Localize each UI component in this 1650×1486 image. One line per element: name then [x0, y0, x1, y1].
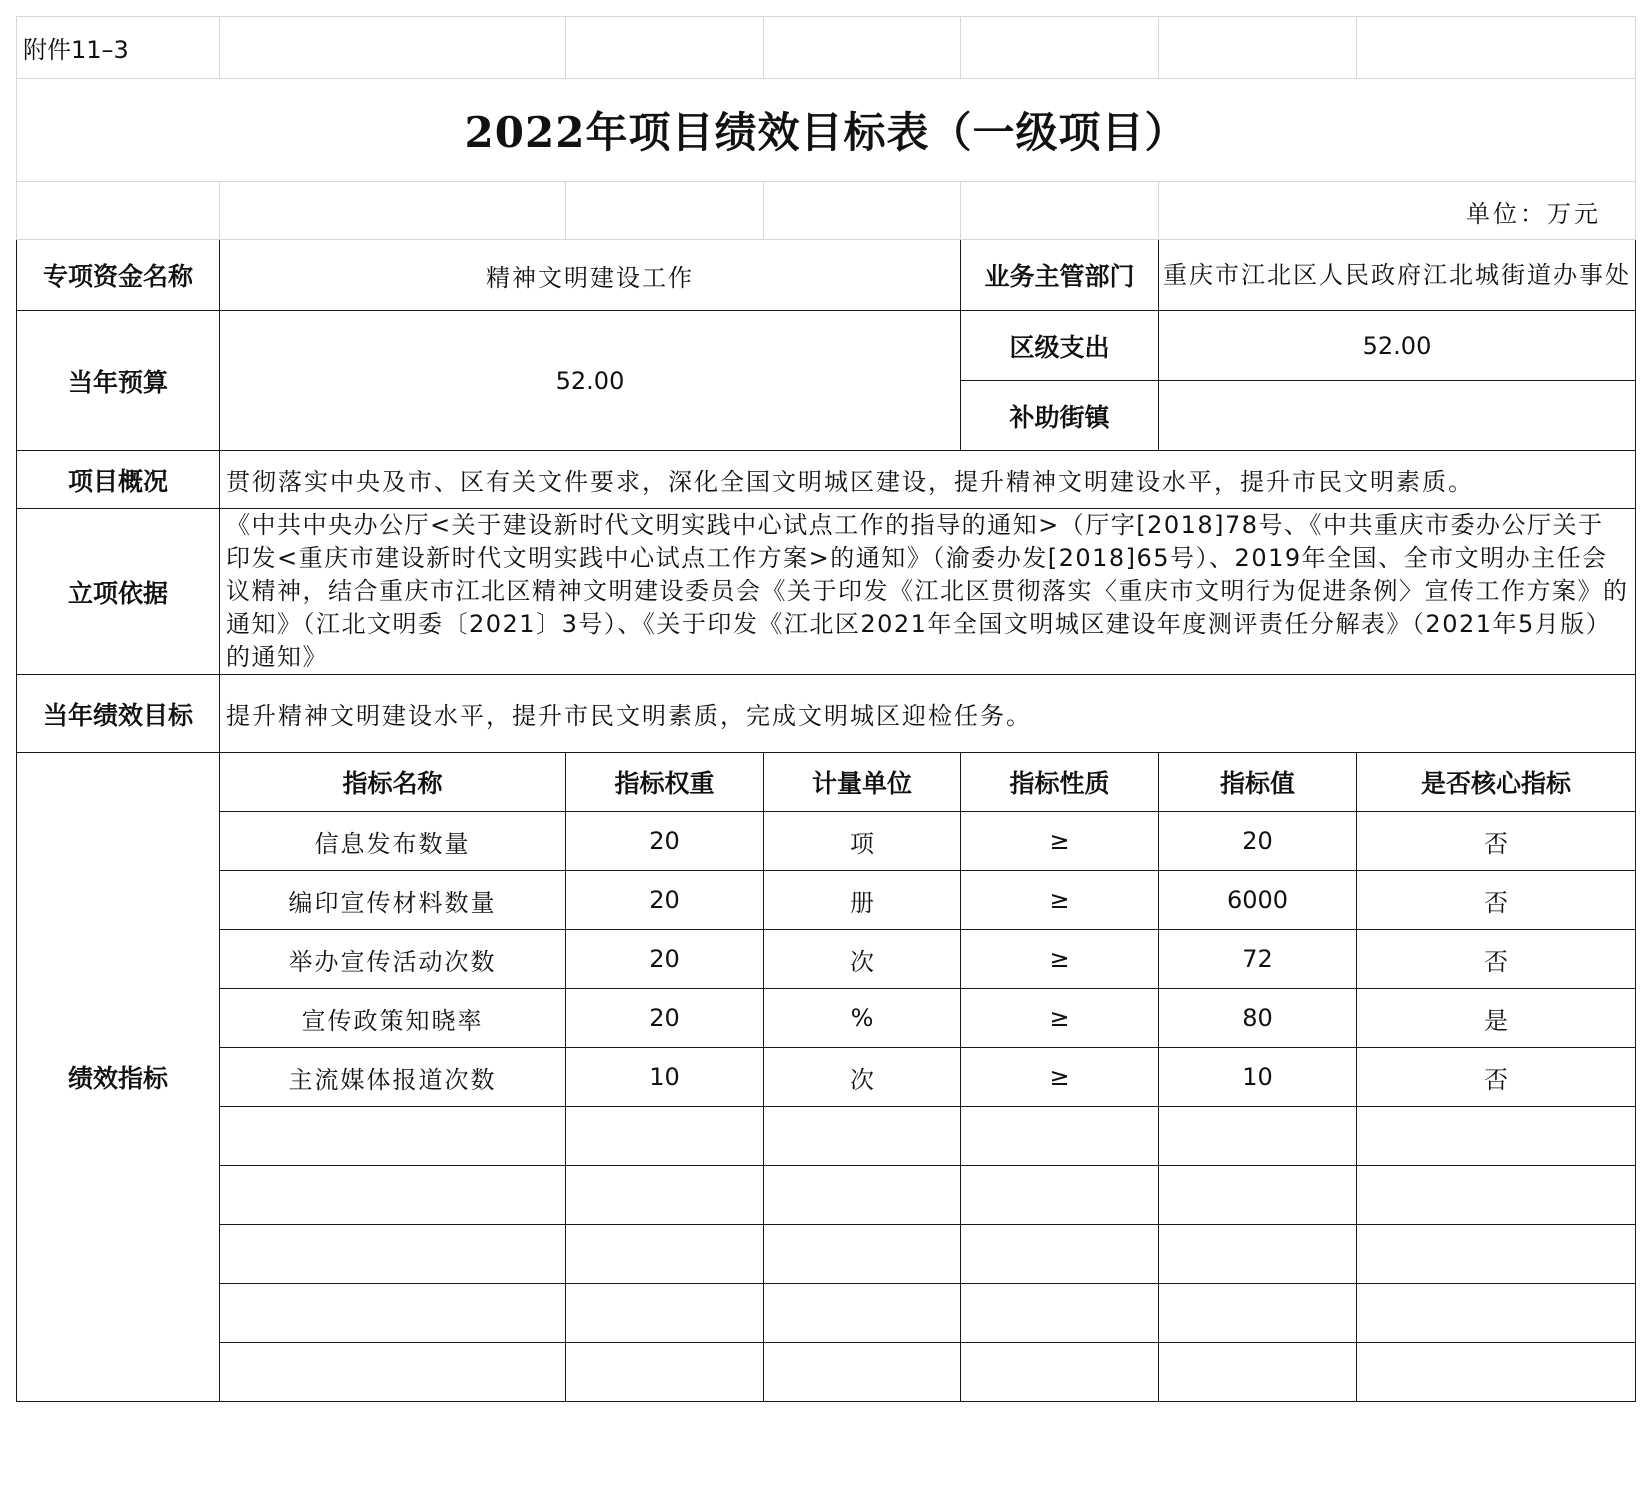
empty-row [17, 1107, 1636, 1166]
subsidy-value [1159, 381, 1636, 451]
indicator-name: 编印宣传材料数量 [220, 871, 566, 930]
basis-label: 立项依据 [17, 509, 220, 675]
indicator-weight: 20 [566, 812, 764, 871]
unit-label: 单位：万元 [1159, 182, 1636, 240]
overview-label: 项目概况 [17, 451, 220, 509]
indicator-core: 否 [1357, 930, 1636, 989]
indicator-unit: 项 [764, 812, 961, 871]
table-title: 2022年项目绩效目标表（一级项目） [17, 79, 1636, 182]
indicator-weight: 20 [566, 930, 764, 989]
indicator-name: 主流媒体报道次数 [220, 1048, 566, 1107]
col-header-weight: 指标权重 [566, 753, 764, 812]
indicator-nature: ≥ [961, 871, 1159, 930]
indicator-name: 信息发布数量 [220, 812, 566, 871]
col-header-nature: 指标性质 [961, 753, 1159, 812]
indicator-unit: 册 [764, 871, 961, 930]
district-expense-label: 区级支出 [961, 311, 1159, 381]
indicator-unit: % [764, 989, 961, 1048]
indicator-nature: ≥ [961, 812, 1159, 871]
table-row [17, 989, 1636, 1048]
performance-target-table [16, 16, 1636, 1402]
basis-text: 《中共中央办公厅<关于建设新时代文明实践中心试点工作的指导的通知>（厅字[2018]78号、《中共重庆市委办公厅关于印发<重庆市建设新时代文明实践中心试点工作方案>的通知》（渝委办发[2018]65号）、2019年全国、全市文明办主任会议精神，结合重庆市江北区精神文明建设委员会《关于印发《江北区贯彻落实〈重庆市文明行为促进条例〉宣传工作方案》的通知》（江北文明委〔2021〕3号）、《关于印发《江北区2021年全国文明城区建设年度测评责任分解表》（2021年5月版）的通知》 [220, 509, 1636, 675]
attachment-number: 附件11–3 [17, 17, 220, 79]
indicator-nature: ≥ [961, 930, 1159, 989]
indicator-value: 6000 [1159, 871, 1357, 930]
indicator-weight: 20 [566, 989, 764, 1048]
indicator-core: 否 [1357, 812, 1636, 871]
indicator-nature: ≥ [961, 989, 1159, 1048]
indicator-core: 是 [1357, 989, 1636, 1048]
table-row [17, 871, 1636, 930]
table-row [17, 1048, 1636, 1107]
goal-label: 当年绩效目标 [17, 675, 220, 753]
indicator-name: 宣传政策知晓率 [220, 989, 566, 1048]
indicator-core: 否 [1357, 871, 1636, 930]
indicator-weight: 10 [566, 1048, 764, 1107]
indicator-nature: ≥ [961, 1048, 1159, 1107]
empty-row [17, 1284, 1636, 1343]
budget-label: 当年预算 [17, 311, 220, 451]
indicator-value: 80 [1159, 989, 1357, 1048]
indicator-value: 10 [1159, 1048, 1357, 1107]
indicator-name: 举办宣传活动次数 [220, 930, 566, 989]
overview-text: 贯彻落实中央及市、区有关文件要求，深化全国文明城区建设，提升精神文明建设水平，提升市民文明素质。 [220, 451, 1636, 509]
col-header-value: 指标值 [1159, 753, 1357, 812]
indicator-value: 20 [1159, 812, 1357, 871]
indicators-section-label: 绩效指标 [17, 753, 220, 1402]
fund-name-label: 专项资金名称 [17, 240, 220, 311]
empty-row [17, 1225, 1636, 1284]
district-expense-value: 52.00 [1159, 311, 1636, 381]
empty-row [17, 1343, 1636, 1402]
table-row [17, 812, 1636, 871]
budget-value: 52.00 [220, 311, 961, 451]
col-header-core: 是否核心指标 [1357, 753, 1636, 812]
fund-name-value: 精神文明建设工作 [220, 240, 961, 311]
dept-label: 业务主管部门 [961, 240, 1159, 311]
subsidy-label: 补助街镇 [961, 381, 1159, 451]
indicator-core: 否 [1357, 1048, 1636, 1107]
indicator-value: 72 [1159, 930, 1357, 989]
indicator-unit: 次 [764, 930, 961, 989]
empty-row [17, 1166, 1636, 1225]
goal-text: 提升精神文明建设水平，提升市民文明素质，完成文明城区迎检任务。 [220, 675, 1636, 753]
col-header-unit: 计量单位 [764, 753, 961, 812]
col-header-name: 指标名称 [220, 753, 566, 812]
indicator-unit: 次 [764, 1048, 961, 1107]
dept-value: 重庆市江北区人民政府江北城街道办事处 [1159, 240, 1636, 311]
table-row [17, 930, 1636, 989]
indicator-weight: 20 [566, 871, 764, 930]
